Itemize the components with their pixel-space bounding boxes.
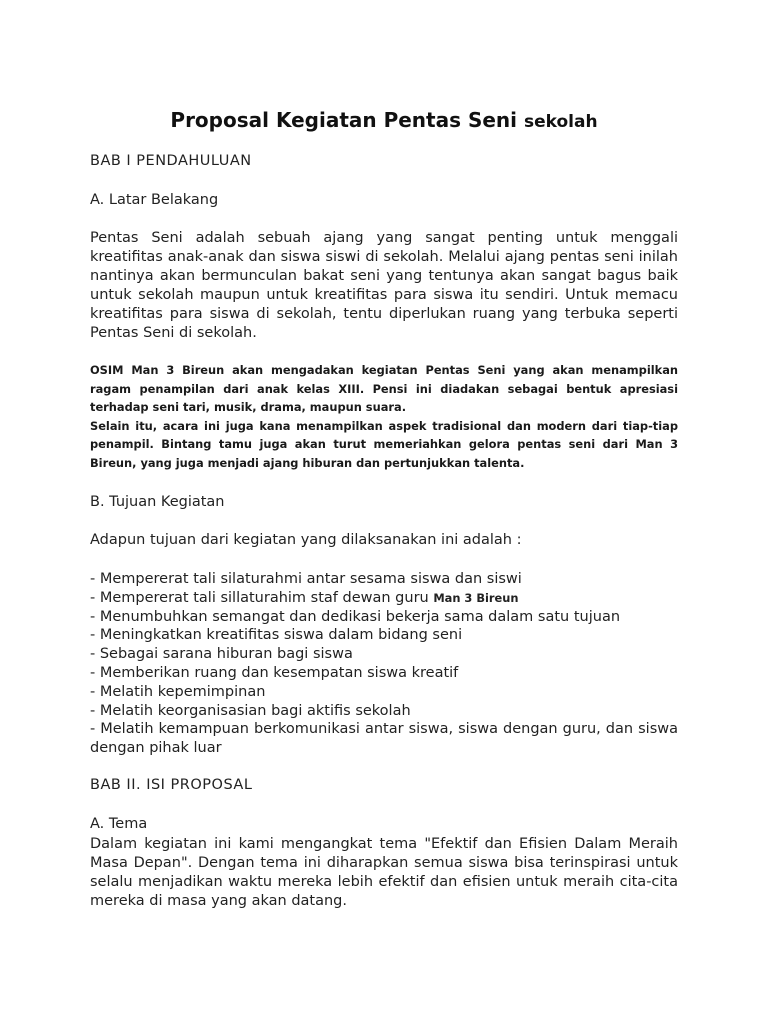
tujuan-intro: Adapun tujuan dari kegiatan yang dilaksanakan ini adalah : [90,532,522,548]
tujuan-list [90,570,678,758]
tujuan-heading: B. Tujuan Kegiatan [90,494,225,510]
list-item: - Melatih kemampuan berkomunikasi antar siswa, siswa dengan guru, dan siswa dengan pihak luar [90,721,678,757]
osim-paragraph-2: Selain itu, acara ini juga kana menampilkan aspek tradisional dan modern dari tiap-tiap penampil. Bintang tamu juga akan turut memeriahkan gelora pentas seni dari Man 3 Bireun, yang juga menjadi ajang hiburan dan pertunjukkan talenta. [90,418,678,470]
list-item: - Sebagai sarana hiburan bagi siswa [90,646,353,663]
title-suffix: sekolah [524,112,598,132]
list-item: - Meningkatkan kreatifitas siswa dalam bidang seni [90,627,463,644]
bab1-heading: BAB I PENDAHULUAN [90,153,252,169]
list-item [90,589,678,608]
latar-paragraph: Pentas Seni adalah sebuah ajang yang sangat penting untuk menggali kreatifitas anak-anak dan siswa siswi di sekolah. Melalui ajang pentas seni inilah nantinya akan bermunculan bakat seni yang tentunya akan sangat bagus baik untuk sekolah maupun untuk kreatifitas para siswa itu sendiri. Untuk memacu kreatifitas para siswa di sekolah, tentu diperlukan ruang yang terbuka seperti Pentas Seni di sekolah. [90,230,678,341]
bab2-heading: BAB II. ISI PROPOSAL [90,777,253,793]
tema-paragraph: Dalam kegiatan ini kami mengangkat tema "Efektif dan Efisien Dalam Meraih Masa Depan". Dengan tema ini diharapkan semua siswa bisa terinspirasi untuk selalu menjadikan waktu mereka lebih efektif dan efisien untuk meraih cita-cita mereka di masa yang akan datang. [90,836,678,909]
list-item-school: Man 3 Bireun [433,590,519,605]
list-item: - Melatih kepemimpinan [90,683,266,700]
list-item: - Mempererat tali silaturahmi antar sesama siswa dan siswi [90,571,522,587]
tema-heading: A. Tema [90,816,148,832]
list-item: - Menumbuhkan semangat dan dedikasi bekerja sama dalam satu tujuan [90,608,621,625]
list-item: - Melatih keorganisasian bagi aktifis sekolah [90,702,411,719]
title-main: Proposal Kegiatan Pentas Seni [170,108,518,132]
osim-paragraph-1: OSIM Man 3 Bireun akan mengadakan kegiatan Pentas Seni yang akan menampilkan ragam penampilan dari anak kelas XIII. Pensi ini diadakan sebagai bentuk apresiasi terhadap seni tari, musik, drama, maupun suara. [90,363,678,414]
document-title [0,108,768,132]
list-item-text: - Mempererat tali sillaturahim staf dewan guru [90,589,429,606]
list-item: - Memberikan ruang dan kesempatan siswa kreatif [90,664,459,681]
osim-block [90,361,678,472]
latar-heading: A. Latar Belakang [90,192,219,208]
